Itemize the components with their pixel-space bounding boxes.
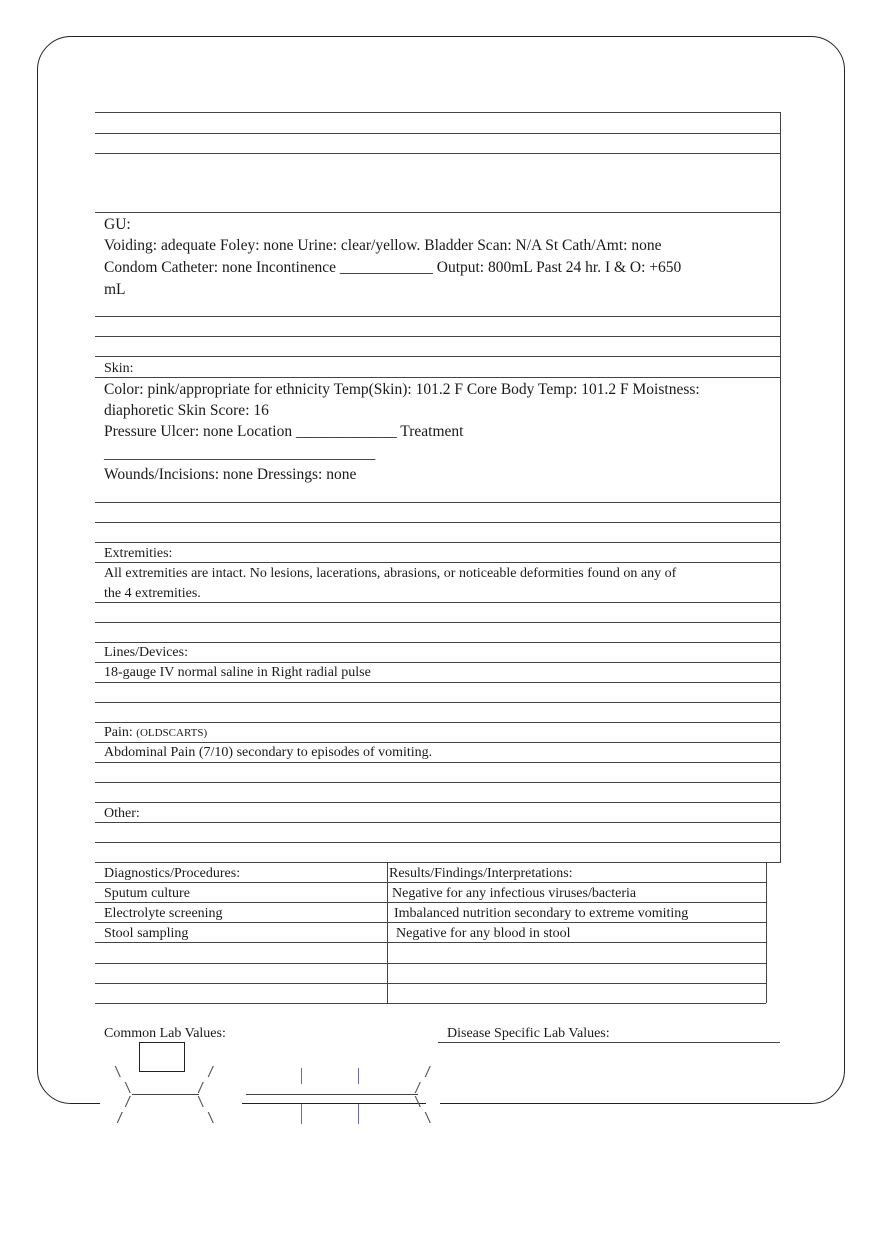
- rule: [95, 542, 780, 543]
- rule: [95, 702, 780, 703]
- fishbone-slash: \: [424, 1111, 432, 1126]
- rule: [95, 782, 780, 783]
- rule: [95, 842, 780, 843]
- diagnostics-col1-header: Diagnostics/Procedures:: [104, 866, 241, 881]
- rule: [95, 356, 780, 357]
- fishbone-slash: \: [124, 1081, 132, 1096]
- rule: [95, 153, 780, 154]
- lines-devices-heading: Lines/Devices:: [104, 645, 188, 660]
- rule: [95, 802, 780, 803]
- pain-heading-text: Pain:: [104, 725, 133, 740]
- rule: [95, 922, 766, 923]
- rule: [95, 112, 780, 113]
- fishbone-slash: /: [207, 1065, 215, 1080]
- rule: [95, 822, 780, 823]
- gu-line-2: Condom Catheter: none Incontinence ____________ Output: 800mL Past 24 hr. I & O: +650: [104, 259, 682, 276]
- fishbone-tick: [358, 1068, 359, 1084]
- fishbone-tick: [358, 1104, 359, 1124]
- gu-heading: GU:: [104, 216, 131, 233]
- rule: [95, 133, 780, 134]
- table-row-3-procedure: Stool sampling: [104, 926, 189, 941]
- fishbone-slash: /: [124, 1095, 132, 1110]
- fishbone-spine: [132, 1094, 199, 1095]
- table-row-1-procedure: Sputum culture: [104, 886, 190, 901]
- fishbone-slash: \: [114, 1065, 122, 1080]
- rule: [95, 963, 766, 964]
- rule: [95, 942, 766, 943]
- rule: [95, 882, 766, 883]
- rule: [95, 983, 766, 984]
- fishbone-slash: /: [414, 1081, 422, 1096]
- rule: [95, 622, 780, 623]
- rule: [95, 682, 780, 683]
- table-row-1-result: Negative for any infectious viruses/bacteria: [392, 886, 637, 901]
- rule: [95, 662, 780, 663]
- diagnostics-col2-header: Results/Findings/Interpretations:: [389, 866, 573, 881]
- fishbone-slash: \: [207, 1111, 215, 1126]
- rule: [95, 212, 780, 213]
- rule: [95, 377, 780, 378]
- common-lab-values-label: Common Lab Values:: [104, 1026, 226, 1041]
- skin-line-4: ___________________________________: [104, 445, 376, 462]
- fishbone-tick: [301, 1068, 302, 1084]
- rule: [95, 336, 780, 337]
- fishbone-slash: /: [424, 1065, 432, 1080]
- gu-line-1: Voiding: adequate Foley: none Urine: clear/yellow. Bladder Scan: N/A St Cath/Amt: none: [104, 237, 662, 254]
- skin-line-5: Wounds/Incisions: none Dressings: none: [104, 466, 357, 483]
- extremities-heading: Extremities:: [104, 546, 173, 561]
- disease-lab-underline: [438, 1042, 780, 1043]
- rule: [95, 902, 766, 903]
- table-row-2-procedure: Electrolyte screening: [104, 906, 223, 921]
- skin-line-3: Pressure Ulcer: none Location _____________ Treatment: [104, 423, 464, 440]
- skin-line-1: Color: pink/appropriate for ethnicity Temp(Skin): 101.2 F Core Body Temp: 101.2 F Moistness:: [104, 381, 700, 398]
- rule: [95, 522, 780, 523]
- fishbone-slash: /: [116, 1111, 124, 1126]
- rule: [95, 642, 780, 643]
- fishbone-slash: \: [197, 1095, 205, 1110]
- fishbone-spine: [246, 1094, 418, 1095]
- disease-specific-lab-values-label: Disease Specific Lab Values:: [447, 1026, 610, 1041]
- fishbone-slash: \: [414, 1095, 422, 1110]
- lines-devices-line-1: 18-gauge IV normal saline in Right radial pulse: [104, 665, 371, 680]
- pain-subheading: (OLDSCARTS): [136, 727, 208, 739]
- rule: [95, 742, 780, 743]
- rule: [95, 762, 780, 763]
- frame-gap-left: [100, 1096, 242, 1110]
- other-heading: Other:: [104, 806, 140, 821]
- rule: [95, 316, 780, 317]
- table-right-border: [766, 862, 767, 1003]
- table-column-divider: [387, 862, 388, 1003]
- fishbone-slash: /: [197, 1081, 205, 1096]
- rule: [95, 562, 780, 563]
- extremities-line-1: All extremities are intact. No lesions, lacerations, abrasions, or noticeable deformities found on any of: [104, 566, 677, 581]
- table-row-3-result: Negative for any blood in stool: [396, 926, 571, 941]
- extremities-line-2: the 4 extremities.: [104, 586, 201, 601]
- rule: [95, 722, 780, 723]
- gu-line-3: mL: [104, 281, 126, 298]
- fishbone-tick: [301, 1104, 302, 1124]
- rule: [95, 602, 780, 603]
- rule: [95, 862, 780, 863]
- skin-heading: Skin:: [104, 361, 134, 376]
- pain-line-1: Abdominal Pain (7/10) secondary to episodes of vomiting.: [104, 745, 433, 760]
- table-row-2-result: Imbalanced nutrition secondary to extreme vomiting: [394, 906, 689, 921]
- form-right-border: [780, 112, 781, 863]
- rule: [95, 1003, 766, 1004]
- rule: [95, 502, 780, 503]
- fishbone-box: [139, 1042, 185, 1072]
- frame-gap-right: [426, 1096, 440, 1110]
- skin-line-2: diaphoretic Skin Score: 16: [104, 402, 269, 419]
- pain-heading: [104, 726, 207, 740]
